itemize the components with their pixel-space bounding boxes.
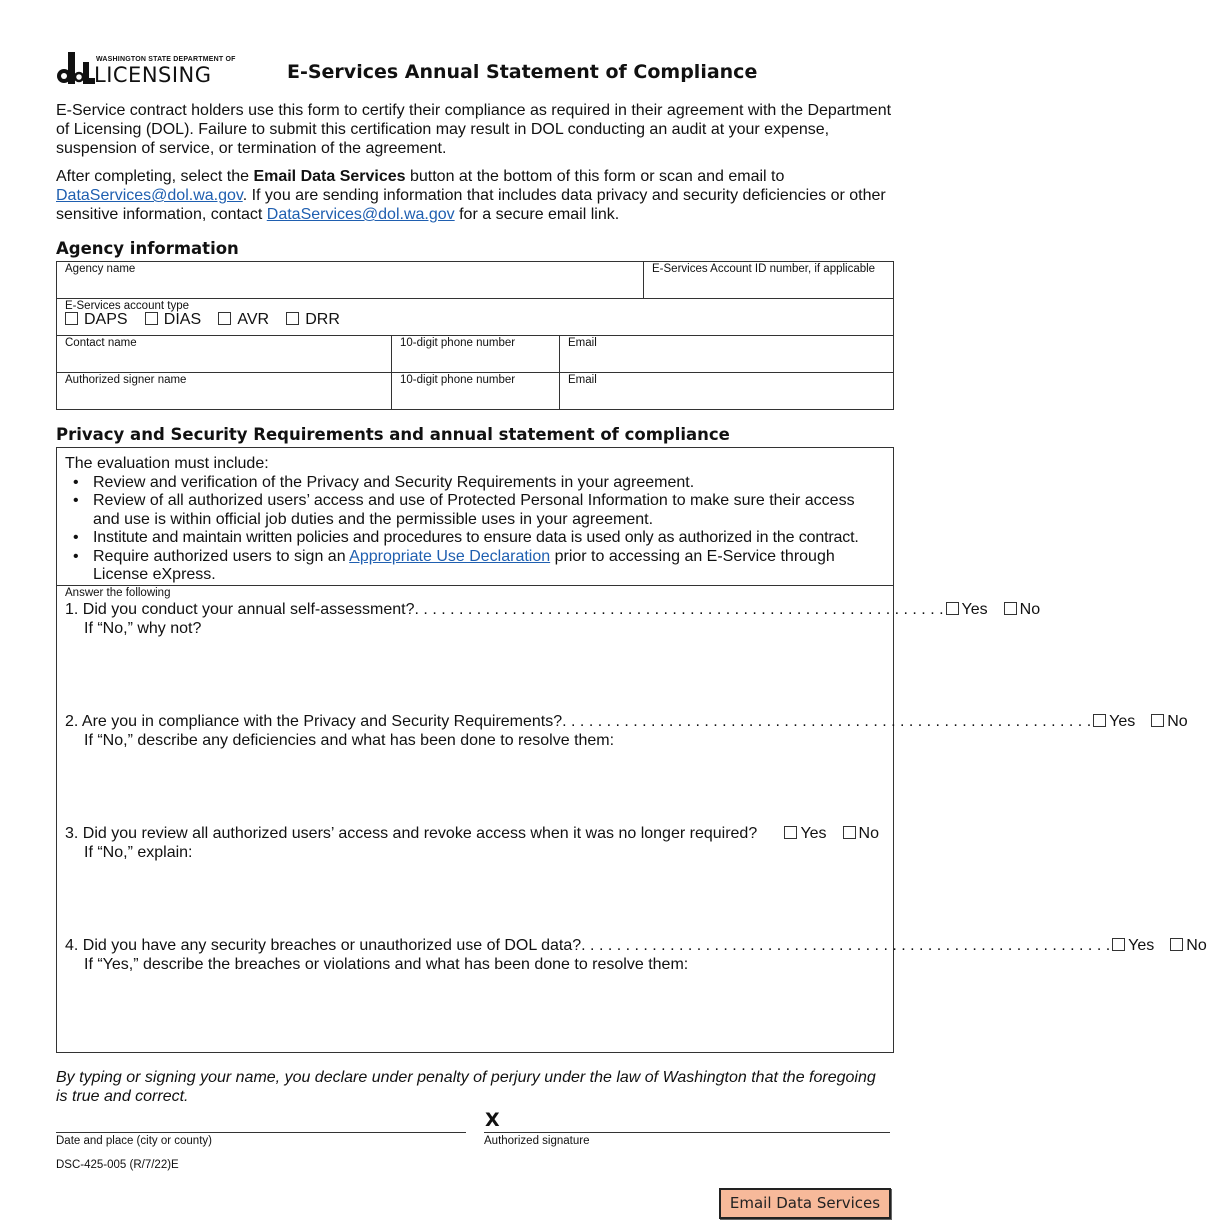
- label: No: [1019, 601, 1041, 618]
- leader-dots: . . . . . . . . . . . . . . . . . . . . . . . . . . . . . . . . . . . . . . . . . . . . . . . . . . . . . . . . . . . .: [562, 713, 1092, 730]
- label: Yes: [1128, 937, 1155, 954]
- requirements-list: [65, 474, 885, 585]
- list-item: • Review of all authorized users’ access and use of Protected Personal Information to make sure their access and use is within official job duties and the permissible uses in your agreement.: [65, 492, 885, 529]
- appropriate-use-link[interactable]: Appropriate Use Declaration: [349, 547, 551, 565]
- question-4: [65, 937, 1207, 974]
- signature-label: Authorized signature: [484, 1135, 590, 1147]
- leader-dots: . . . . . . . . . . . . . . . . . . . . . . . . . . . . . . . . . . . . . . . . . . . . . . . . . . . . . . . . . . . .: [414, 601, 944, 618]
- label: No: [858, 825, 879, 842]
- label: DAPS: [84, 311, 128, 328]
- account-type-field: [56, 298, 894, 336]
- checkbox-icon: [1004, 602, 1017, 615]
- yes-checkbox[interactable]: [946, 601, 994, 620]
- instructions-paragraph: [56, 167, 896, 224]
- question-text: 4. Did you have any security breaches or unauthorized use of DOL data?: [65, 937, 582, 954]
- question-2: [65, 713, 1188, 750]
- checkbox-icon: [1112, 938, 1125, 951]
- checkbox-icon: [218, 312, 231, 325]
- no-checkbox[interactable]: [1151, 713, 1193, 732]
- label: Email: [568, 337, 597, 349]
- label: 10-digit phone number: [400, 337, 516, 349]
- leader-dots: [757, 825, 782, 844]
- label: Yes: [800, 825, 827, 842]
- no-checkbox[interactable]: [1170, 937, 1212, 956]
- label: Yes: [1109, 713, 1136, 730]
- label: 10-digit phone number: [400, 374, 516, 386]
- label: E-Services account type: [65, 300, 190, 312]
- question-text: 1. Did you conduct your annual self-assessment?: [65, 601, 415, 618]
- signature-line[interactable]: [484, 1132, 890, 1133]
- label: No: [1167, 713, 1188, 730]
- text-bold: Email Data Services: [253, 168, 406, 185]
- checkbox-icon: [1151, 714, 1164, 727]
- follow-up-prompt: If “Yes,” describe the breaches or violations and what has been done to resolve them:: [84, 955, 689, 973]
- text: button at the bottom of this form or scan and email to: [405, 168, 785, 185]
- logo-top-text: WASHINGTON STATE DEPARTMENT OF: [96, 56, 236, 63]
- email-link-2[interactable]: DataServices@dol.wa.gov: [266, 206, 455, 223]
- signature-x-mark: X: [485, 1109, 500, 1131]
- label: Email: [568, 374, 597, 386]
- label: DIAS: [163, 311, 202, 328]
- question-3: [65, 825, 885, 862]
- drr-checkbox[interactable]: [286, 311, 340, 328]
- checkbox-icon: [1093, 714, 1106, 727]
- yes-checkbox[interactable]: [784, 825, 832, 844]
- avr-checkbox[interactable]: [218, 311, 269, 328]
- question-text: 2. Are you in compliance with the Privacy and Security Requirements?: [65, 713, 563, 730]
- agency-heading: Agency information: [56, 239, 239, 258]
- declaration: By typing or signing your name, you declare under penalty of perjury under the law of Washington that the foregoing is true and correct.: [56, 1069, 876, 1105]
- label: Contact name: [65, 337, 137, 349]
- follow-up-prompt: If “No,” describe any deficiencies and what has been done to resolve them:: [84, 731, 615, 749]
- text: After completing, select the: [56, 168, 254, 185]
- question-text: 3. Did you review all authorized users’ access and revoke access when it was no longer required?: [65, 825, 758, 842]
- date-place-line[interactable]: [56, 1132, 466, 1133]
- account-id-field[interactable]: [643, 261, 894, 299]
- label: No: [1186, 937, 1207, 954]
- dias-checkbox[interactable]: [145, 311, 201, 328]
- contact-phone-field[interactable]: [391, 335, 560, 373]
- signer-email-field[interactable]: [559, 372, 894, 410]
- daps-checkbox[interactable]: [65, 311, 128, 328]
- list-item: [65, 548, 885, 585]
- label: Authorized signer name: [65, 374, 187, 386]
- intro-paragraph: E-Service contract holders use this form to certify their compliance as required in their agreement with the Department of Licensing (DOL). Failure to submit this certification may result in DOL conducting an audit at your expense, suspension of service, or termination of the agreement.: [56, 102, 892, 157]
- email-data-services-button[interactable]: Email Data Services: [719, 1188, 891, 1219]
- signer-name-field[interactable]: [56, 372, 392, 410]
- list-item: • Review and verification of the Privacy and Security Requirements in your agreement.: [65, 474, 885, 493]
- checkbox-icon: [946, 602, 959, 615]
- text: Require authorized users to sign an: [93, 547, 350, 565]
- agency-name-field[interactable]: [56, 261, 644, 299]
- follow-up-prompt: If “No,” explain:: [84, 843, 193, 861]
- dol-logo-mark: [56, 52, 96, 84]
- signer-phone-field[interactable]: [391, 372, 560, 410]
- checkbox-icon: [65, 312, 78, 325]
- evaluation-intro: The evaluation must include:: [65, 455, 269, 472]
- checkbox-icon: [1170, 938, 1183, 951]
- list-item: • Institute and maintain written policies and procedures to ensure data is used only as authorized in the contract.: [65, 529, 885, 548]
- label: Yes: [961, 601, 988, 618]
- checkbox-icon: [784, 826, 797, 839]
- checkbox-icon: [286, 312, 299, 325]
- date-label: Date and place (city or county): [56, 1135, 212, 1147]
- privacy-heading: Privacy and Security Requirements and annual statement of compliance: [56, 425, 730, 444]
- no-checkbox[interactable]: [1004, 601, 1046, 620]
- contact-name-field[interactable]: [56, 335, 392, 373]
- page-title: E-Services Annual Statement of Compliance: [287, 61, 758, 83]
- yes-checkbox[interactable]: [1093, 713, 1141, 732]
- logo-main-text: LICENSING: [94, 63, 212, 87]
- dol-logo: [56, 52, 236, 87]
- text: for a secure email link.: [454, 206, 620, 223]
- no-checkbox[interactable]: [843, 825, 885, 844]
- leader-dots: . . . . . . . . . . . . . . . . . . . . . . . . . . . . . . . . . . . . . . . . . . . . . . . . . . . . . . . . . . . .: [581, 937, 1111, 954]
- contact-email-field[interactable]: [559, 335, 894, 373]
- answer-label: Answer the following: [65, 587, 171, 599]
- form-number: DSC-425-005 (R/7/22)E: [56, 1159, 179, 1171]
- label: E-Services Account ID number, if applicable: [652, 263, 876, 275]
- question-1: [65, 601, 1041, 638]
- email-link[interactable]: DataServices@dol.wa.gov: [56, 187, 243, 204]
- checkbox-icon: [145, 312, 158, 325]
- checkbox-icon: [843, 826, 856, 839]
- text: . If you are sending information that includes data privacy and security deficiencies or other sensitive information, contact: [56, 187, 886, 223]
- label: Agency name: [65, 263, 136, 275]
- follow-up-prompt: If “No,” why not?: [84, 619, 202, 637]
- text: prior to accessing an E-Service through License eXpress.: [93, 547, 835, 583]
- privacy-box: [56, 447, 1207, 1053]
- label: AVR: [237, 311, 270, 328]
- label: DRR: [305, 311, 340, 328]
- yes-checkbox[interactable]: [1112, 937, 1160, 956]
